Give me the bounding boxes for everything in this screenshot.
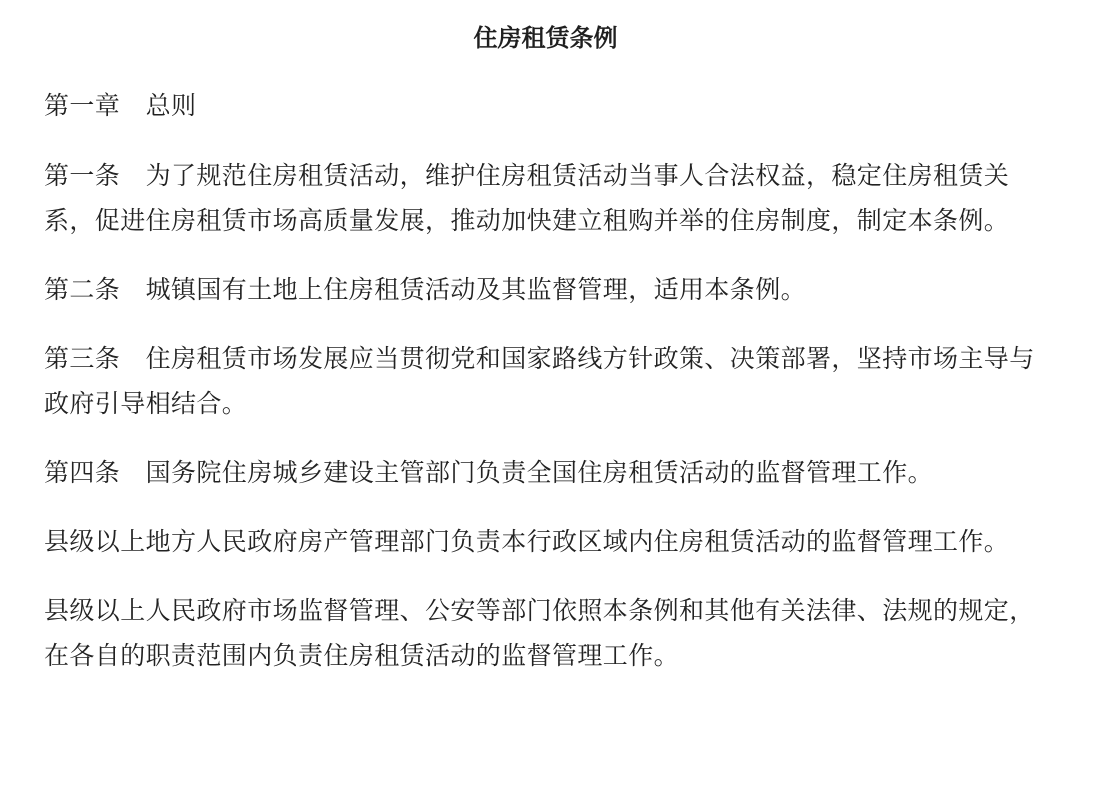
article-2: 第二条 城镇国有土地上住房租赁活动及其监督管理，适用本条例。 [44, 275, 807, 304]
article-4-paragraph-2: 县级以上地方人民政府房产管理部门负责本行政区域内住房租赁活动的监督管理工作。 [44, 527, 1010, 556]
article-3: 第三条 住房租赁市场发展应当贯彻党和国家路线方针政策、决策部署，坚持市场主导与政府引导相结合。 [44, 344, 1035, 418]
chapter-heading: 第一章 总则 [44, 91, 197, 120]
article-4-paragraph-3: 县级以上人民政府市场监督管理、公安等部门依照本条例和其他有关法律、法规的规定，在各自的职责范围内负责住房租赁活动的监督管理工作。 [44, 596, 1035, 670]
article-1: 第一条 为了规范住房租赁活动，维护住房租赁活动当事人合法权益，稳定住房租赁关系，促进住房租赁市场高质量发展，推动加快建立租购并举的住房制度，制定本条例。 [44, 161, 1010, 235]
document-title: 住房租赁条例 [473, 24, 618, 52]
article-4: 第四条 国务院住房城乡建设主管部门负责全国住房租赁活动的监督管理工作。 [44, 458, 934, 487]
